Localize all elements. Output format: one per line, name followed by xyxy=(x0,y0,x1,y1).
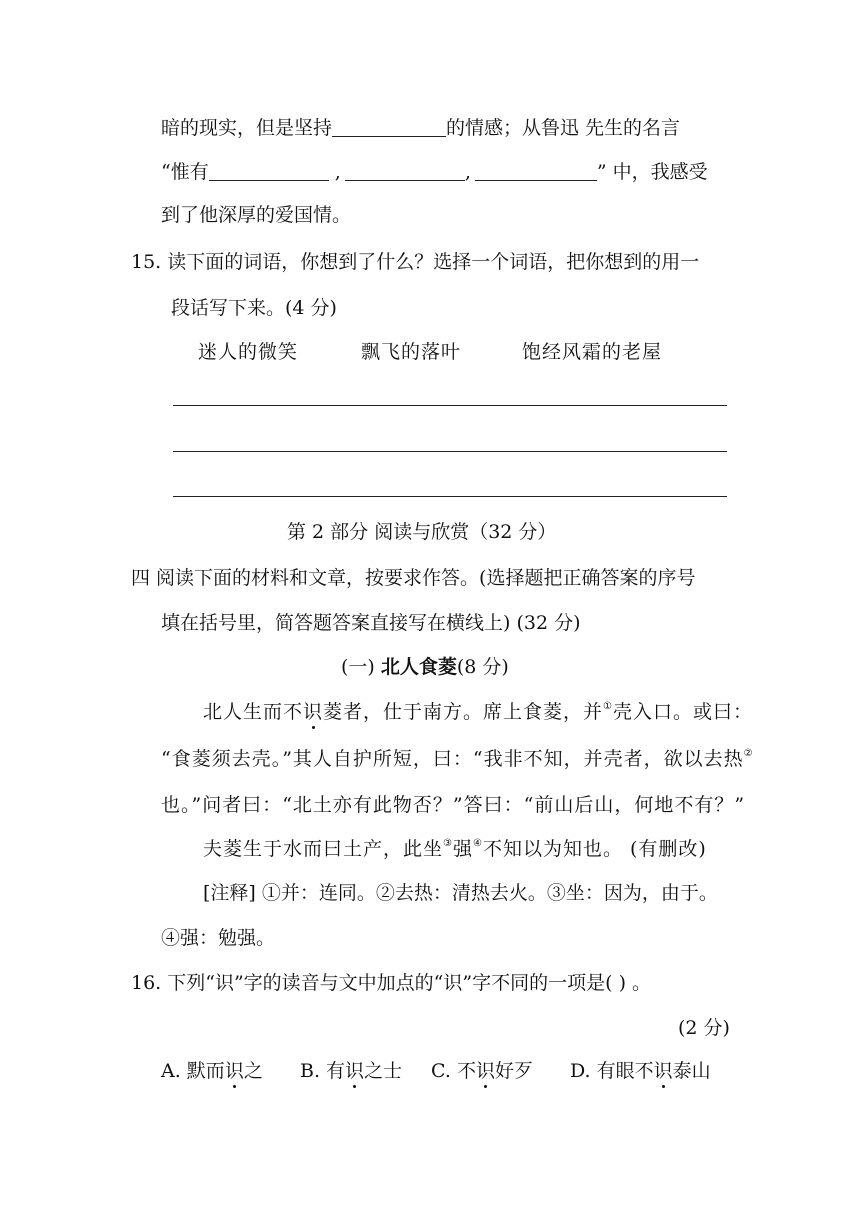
passage-heading xyxy=(341,658,509,677)
section-title: 第 2 部分 阅读与欣赏（32 分） xyxy=(287,521,557,543)
q16-option-d[interactable] xyxy=(570,1062,711,1081)
passage-line xyxy=(203,703,753,722)
annotation-line: ④强：勉强。 xyxy=(161,927,276,949)
passage-score: (8 分) xyxy=(456,656,509,678)
q14-text: ” 中，我感受 xyxy=(596,161,708,183)
dotted-char: 识 xyxy=(303,701,324,723)
dotted-char: 识 xyxy=(345,1060,365,1082)
q16-prompt: 16. 下列“识”字的读音与文中加点的“识”字不同的一项是( ) 。 xyxy=(131,972,652,994)
option-text: B. 有 xyxy=(300,1060,346,1082)
q15-phrase: 飘飞的落叶 xyxy=(361,341,462,363)
option-text: 好歹 xyxy=(494,1060,533,1082)
q15-phrase: 饱经风霜的老屋 xyxy=(522,341,663,363)
q14-text: “惟有 xyxy=(161,161,209,183)
footnote-mark: ④ xyxy=(473,838,483,849)
q15-phrase: 迷人的微笑 xyxy=(198,341,299,363)
q14-line3 xyxy=(161,206,351,225)
q14-text: , xyxy=(464,161,471,183)
q15-prompt: 15. 读下面的词语，你想到了什么？选择一个词语，把你想到的用一 xyxy=(131,251,700,273)
answer-blank[interactable] xyxy=(475,162,597,181)
answer-blank[interactable] xyxy=(332,118,446,137)
writing-line[interactable] xyxy=(173,496,727,497)
annotation-line: [注释] ①并：连同。②去热：清热去火。③坐：因为，由于。 xyxy=(203,882,718,904)
dotted-char: 识 xyxy=(224,1060,244,1082)
answer-blank[interactable] xyxy=(209,162,329,181)
option-text: 之 xyxy=(243,1060,263,1082)
option-text: A. 默而 xyxy=(161,1060,225,1082)
dotted-char: 识 xyxy=(653,1060,673,1082)
passage-text: 北人生而不 xyxy=(203,701,304,723)
q16-option-a[interactable] xyxy=(161,1062,263,1081)
writing-line[interactable] xyxy=(173,451,727,452)
passage-text: 不知以为知也。 (有删改) xyxy=(482,838,707,860)
option-text: D. 有眼不 xyxy=(570,1060,654,1082)
part4-instruction: 四 阅读下面的材料和文章，按要求作答。(选择题把正确答案的序号 xyxy=(131,567,696,589)
passage-text: 壳入口。或曰： xyxy=(613,701,754,723)
option-text: 之士 xyxy=(364,1060,403,1082)
q14-text: , xyxy=(328,161,341,183)
passage-line: 也。”问者曰：“北土亦有此物否？”答曰：“前山后山，何地不有？” xyxy=(161,794,746,816)
part4-instruction: 填在括号里，简答题答案直接写在横线上) (32 分) xyxy=(161,612,581,634)
q14-text: 暗的现实，但是坚持 xyxy=(161,117,333,139)
footnote-mark: ② xyxy=(743,748,754,759)
q14-text: 的情感；从鲁迅 先生的名言 xyxy=(446,117,681,139)
passage-text: 夫菱生于水而曰土产，此坐 xyxy=(203,838,444,860)
answer-blank[interactable] xyxy=(345,162,465,181)
writing-line[interactable] xyxy=(173,405,727,406)
q14-line1 xyxy=(161,118,680,138)
passage-title: 北人食菱 xyxy=(380,656,457,678)
dotted-char: 识 xyxy=(475,1060,495,1082)
q16-score: (2 分) xyxy=(678,1017,730,1039)
q14-line2 xyxy=(161,162,708,182)
option-text: 泰山 xyxy=(672,1060,711,1082)
passage-line xyxy=(161,750,754,769)
q16-option-b[interactable] xyxy=(300,1062,402,1081)
passage-text: “食菱须去壳。”其人自护所短，曰：“我非不知，并壳者，欲以去热 xyxy=(161,748,744,770)
footnote-mark: ③ xyxy=(443,838,453,849)
option-text: C. 不 xyxy=(431,1060,476,1082)
q14-text: 到了他深厚的爱国情。 xyxy=(161,204,352,226)
passage-text: 菱者，仕于南方。席上食菱，并 xyxy=(323,701,604,723)
footnote-mark: ① xyxy=(603,701,614,712)
passage-number: (一) xyxy=(341,656,381,678)
q15-prompt: 段话写下来。(4 分) xyxy=(171,297,337,319)
passage-text: 强 xyxy=(452,838,473,860)
q16-option-c[interactable] xyxy=(431,1062,533,1081)
passage-line xyxy=(203,840,707,859)
